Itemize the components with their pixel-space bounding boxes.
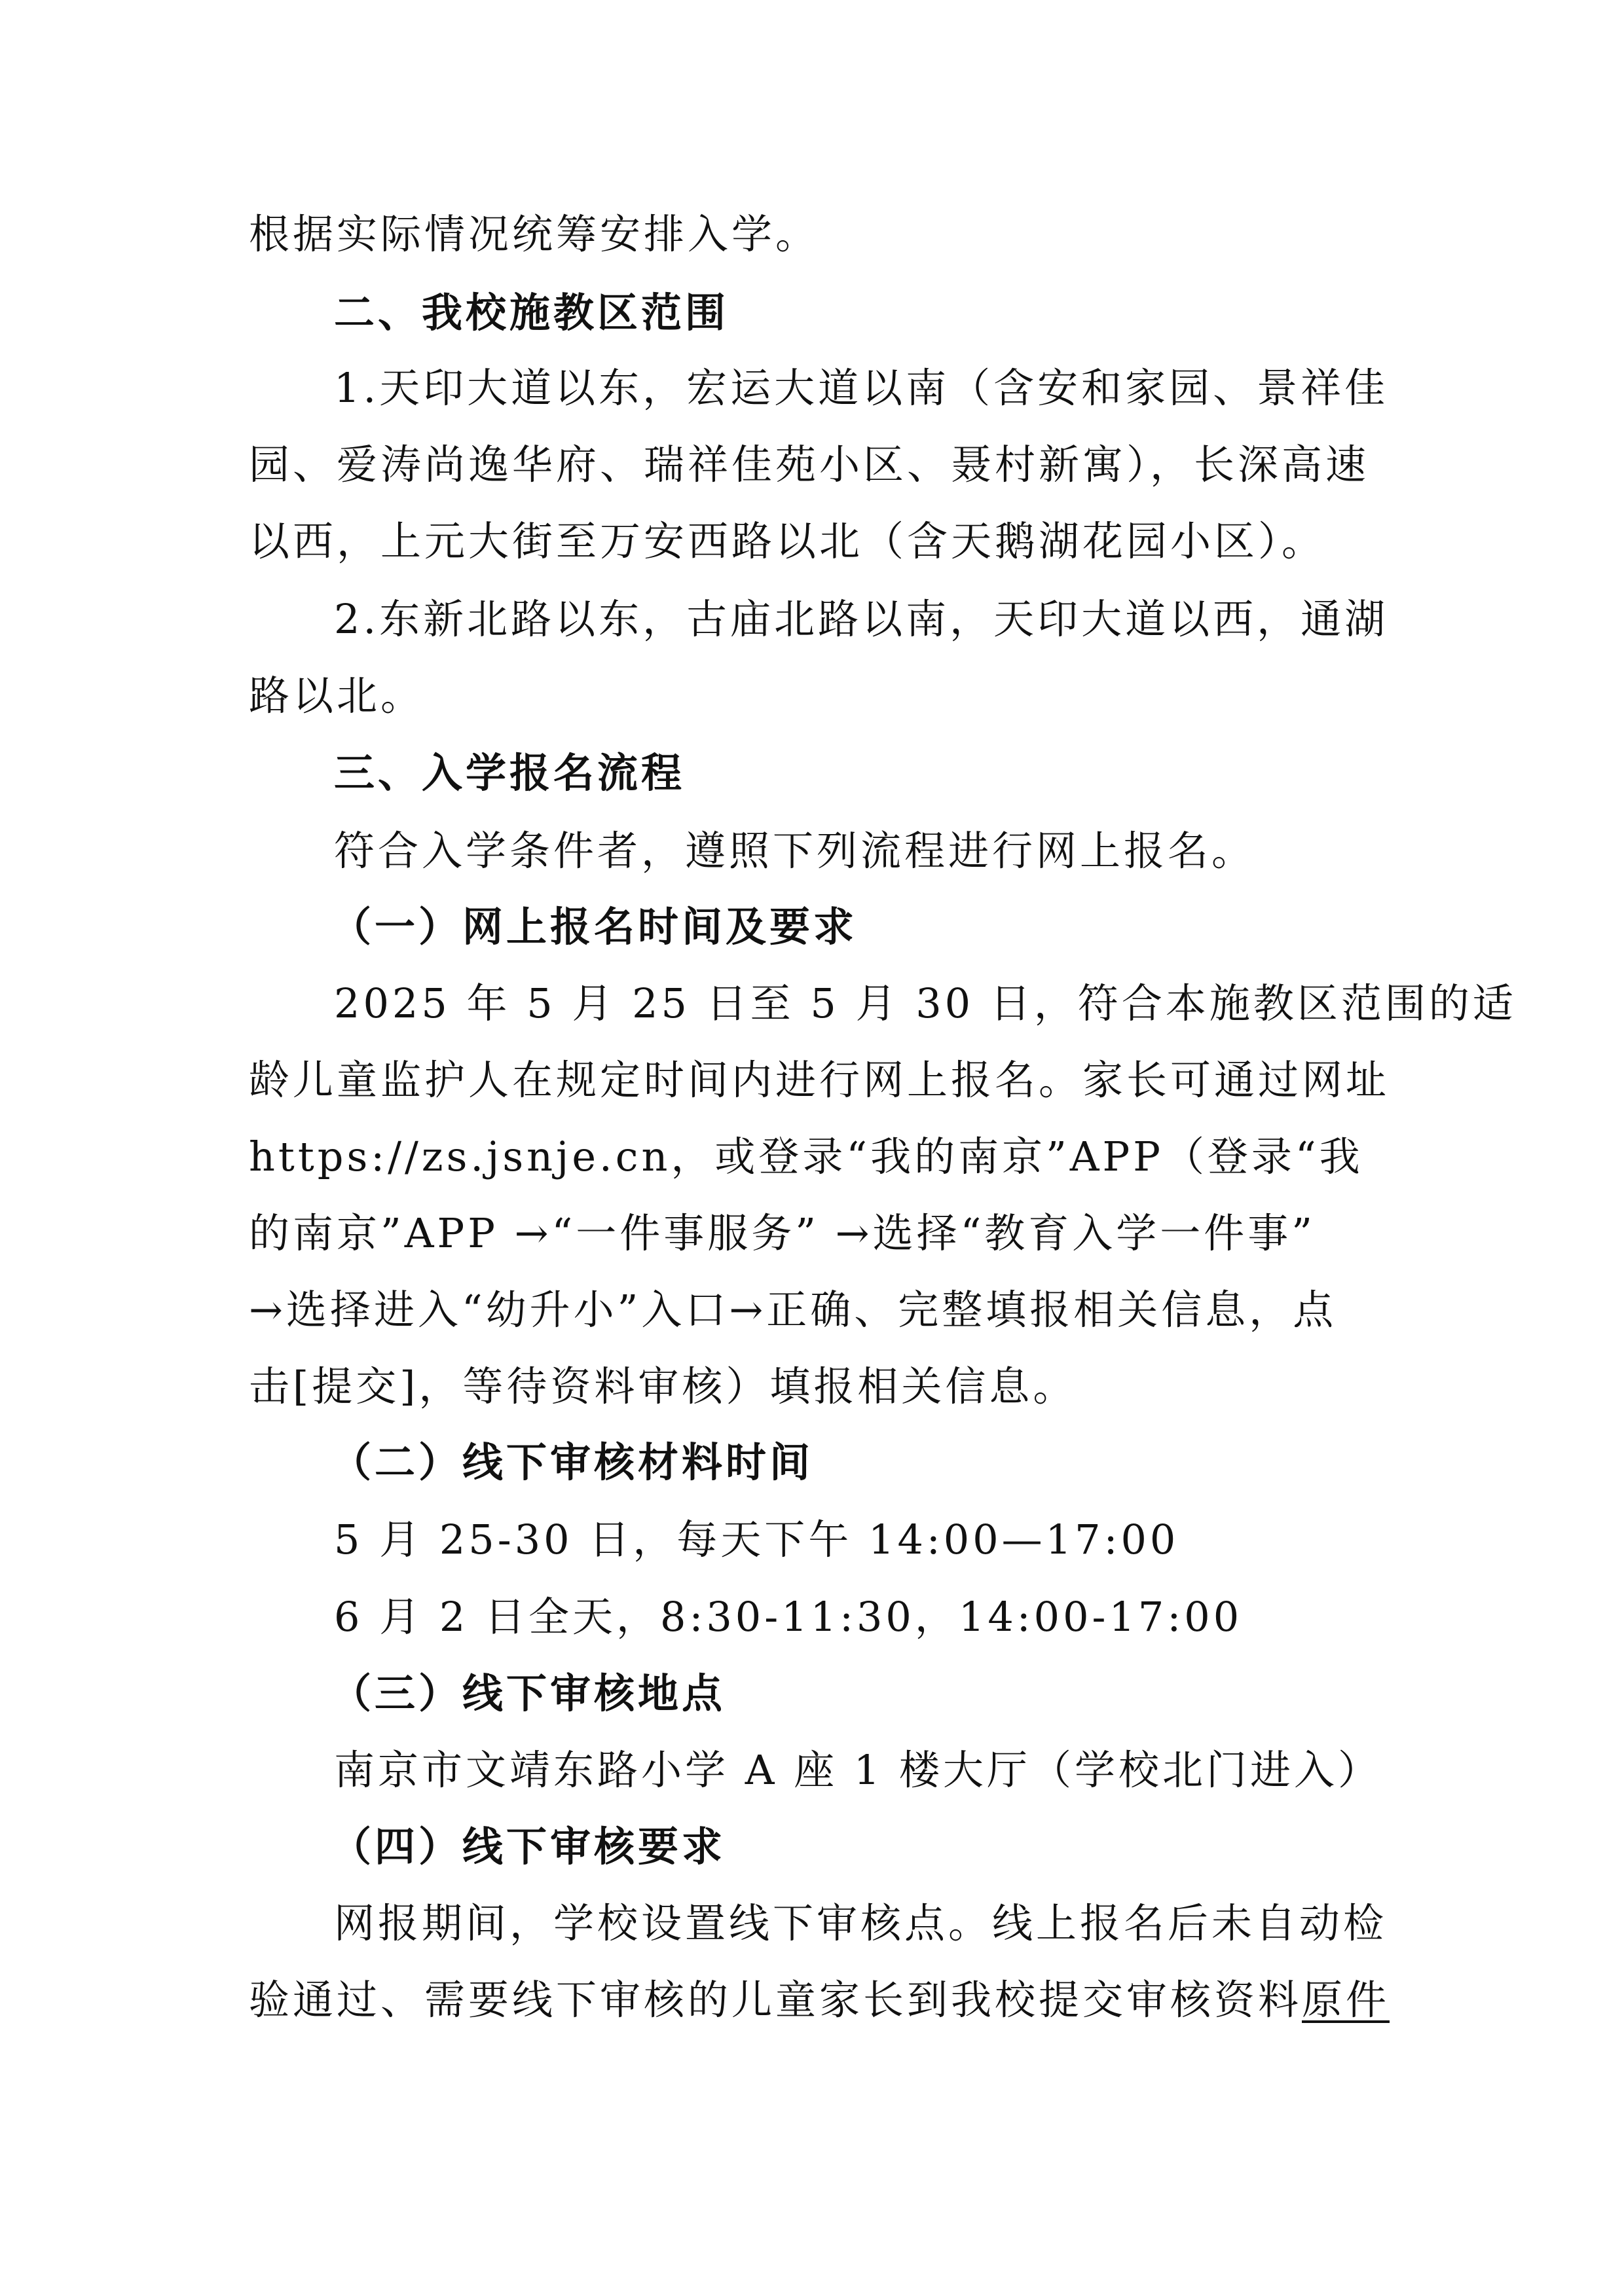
paragraph-line: 2.东新北路以东，古庙北路以南，天印大道以西，通湖 — [334, 595, 1389, 643]
subsection-heading: （四）线下审核要求 — [331, 1823, 726, 1870]
subsection-heading: （三）线下审核地点 — [331, 1669, 726, 1717]
paragraph-line: 以西，上元大街至万安西路以北（含天鹅湖花园小区）。 — [249, 517, 1326, 565]
paragraph-line — [249, 1975, 1388, 2028]
paragraph-line: 路以北。 — [249, 672, 425, 720]
paragraph-line: https://zs.jsnje.cn，或登录“我的南京”APP（登录“我 — [249, 1133, 1363, 1180]
paragraph-line: 符合入学条件者，遵照下列流程进行网上报名。 — [334, 827, 1256, 875]
paragraph-line: 击[提交]，等待资料审核）填报相关信息。 — [249, 1362, 1077, 1410]
underlined-text: 原件 — [1302, 1976, 1390, 2024]
subsection-heading: （一）网上报名时间及要求 — [331, 903, 858, 951]
paragraph-line: 龄儿童监护人在规定时间内进行网上报名。家长可通过网址 — [249, 1056, 1390, 1104]
paragraph-line: 的南京”APP →“一件事服务” →选择“教育入学一件事” — [249, 1209, 1316, 1257]
paragraph-line: 网报期间，学校设置线下审核点。线上报名后未自动检 — [334, 1899, 1388, 1947]
paragraph-line: 南京市文靖东路小学 A 座 1 楼大厅（学校北门进入） — [334, 1746, 1382, 1794]
paragraph-line: 1.天印大道以东，宏运大道以南（含安和家园、景祥佳 — [334, 364, 1389, 412]
section-heading: 二、我校施教区范围 — [334, 289, 729, 337]
paragraph-line: 6 月 2 日全天，8:30-11:30，14:00-17:00 — [334, 1593, 1243, 1641]
paragraph-line: 5 月 25-30 日，每天下午 14:00—17:00 — [334, 1516, 1179, 1563]
paragraph-line: 2025 年 5 月 25 日至 5 月 30 日，符合本施教区范围的适 — [334, 979, 1517, 1027]
paragraph-line: →选择进入“幼升小”入口→正确、完整填报相关信息，点 — [249, 1286, 1337, 1334]
paragraph-text: 验通过、需要线下审核的儿童家长到我校提交审核资料 — [249, 1976, 1302, 2024]
subsection-heading: （二）线下审核材料时间 — [331, 1438, 814, 1486]
paragraph-line: 园、爱涛尚逸华府、瑞祥佳苑小区、聂村新寓），长深高速 — [249, 441, 1370, 488]
paragraph-line: 根据实际情况统筹安排入学。 — [249, 210, 820, 258]
section-heading: 三、入学报名流程 — [334, 749, 686, 797]
